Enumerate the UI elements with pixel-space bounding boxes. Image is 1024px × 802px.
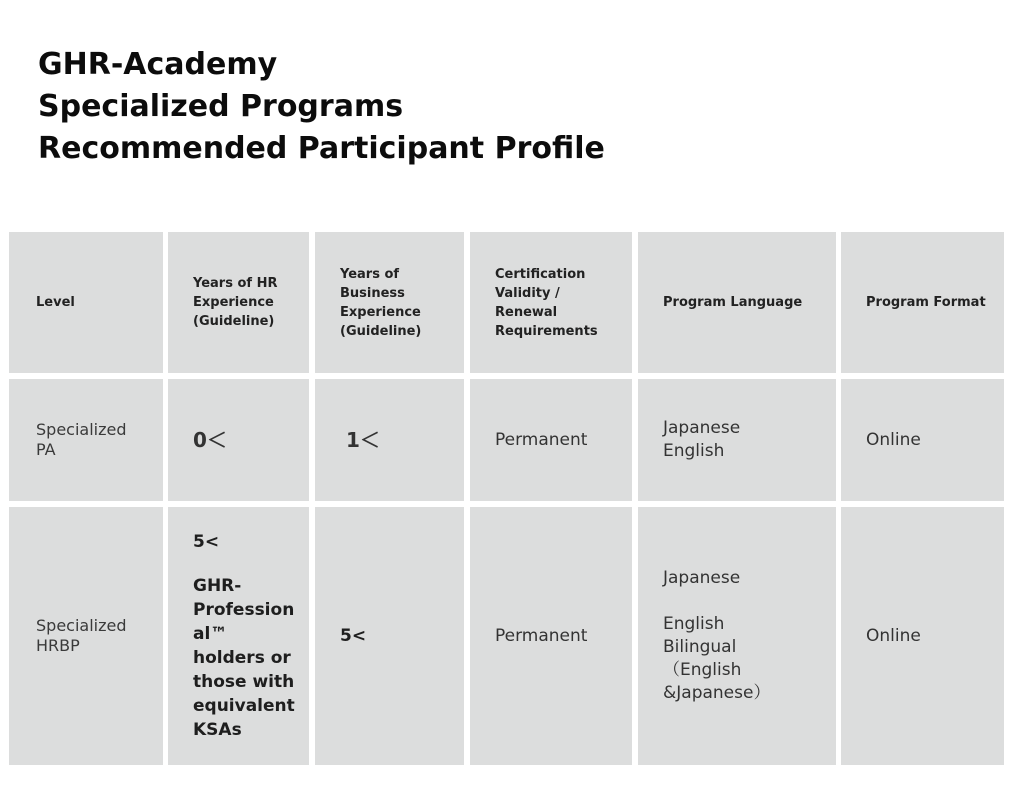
title-line-2: Specialized Programs [38, 89, 404, 124]
header-hr-line: Years of HR [193, 276, 278, 291]
hr-experience-note-line: holders or [193, 648, 291, 668]
table-row-pa-level [9, 379, 163, 501]
header-certification [470, 232, 632, 373]
table-row-pa-certification: Permanent [470, 379, 632, 501]
hr-experience-note-line: Profession [193, 600, 295, 620]
header-cert-line: Renewal [495, 304, 558, 320]
header-hr-line: Experience [193, 295, 274, 310]
header-business-line: (Guideline) [340, 323, 422, 339]
table-row-hrbp-business-experience: 5< [315, 507, 464, 765]
header-business-line: Years of [340, 266, 400, 282]
page-title [38, 44, 605, 170]
table-row-hrbp-level [9, 507, 163, 765]
language-line: English [663, 441, 725, 461]
header-business-experience [315, 232, 464, 373]
hr-experience-note-line: those with [193, 672, 295, 692]
hr-experience-note-line: GHR- [193, 576, 242, 596]
language-line: Japanese [663, 418, 741, 438]
header-business-line: Business [340, 285, 405, 301]
hr-experience-value: 5< [193, 532, 220, 552]
header-format: Program Format [841, 232, 1004, 373]
language-line: （English [663, 660, 742, 680]
header-cert-line: Certification [495, 266, 586, 282]
header-language: Program Language [638, 232, 836, 373]
header-hr-line: (Guideline) [193, 314, 275, 329]
level-line: Specialized [36, 616, 127, 635]
header-business-line: Experience [340, 304, 421, 320]
title-line-3: Recommended Participant Profile [38, 131, 605, 166]
language-line: English [663, 614, 725, 634]
table-row-pa-format: Online [841, 379, 1004, 501]
table-row-hrbp-hr-experience [168, 507, 309, 765]
hr-experience-note-line: equivalent [193, 696, 295, 716]
header-cert-line: Requirements [495, 323, 598, 339]
table-row-pa-business-experience: 1＜ [315, 379, 464, 501]
hr-experience-note-line: KSAs [193, 720, 242, 740]
table-row-hrbp-format: Online [841, 507, 1004, 765]
table-row-pa-language [638, 379, 836, 501]
header-level: Level [9, 232, 163, 373]
header-hr-experience [168, 232, 309, 373]
hr-experience-note-line: al™ [193, 624, 228, 644]
level-line: Specialized [36, 420, 127, 439]
language-line: Japanese [663, 568, 741, 588]
table-row-pa-hr-experience: 0＜ [168, 379, 309, 501]
level-line: HRBP [36, 636, 80, 655]
header-cert-line: Validity / [495, 285, 560, 301]
language-line: &Japanese） [663, 683, 771, 703]
title-line-1: GHR-Academy [38, 47, 278, 82]
table-row-hrbp-certification: Permanent [470, 507, 632, 765]
table-row-hrbp-language [638, 507, 836, 765]
level-line: PA [36, 440, 56, 459]
language-line: Bilingual [663, 637, 737, 657]
